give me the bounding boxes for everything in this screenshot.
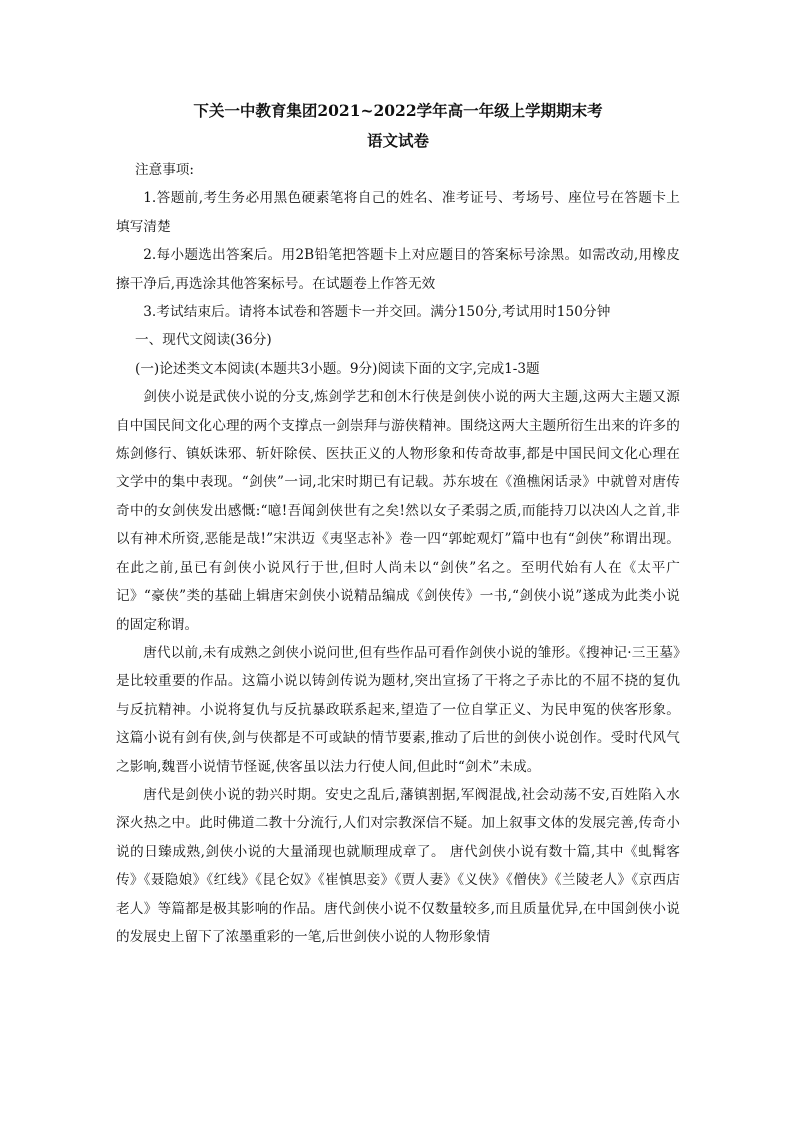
page-title: 下关一中教育集团2021~2022学年高一年级上学期期末考 xyxy=(193,101,603,120)
notice-item-2: 2.每小题选出答案后。用2B铅笔把答题卡上对应题目的答案标号涂黑。如需改动,用橡皮擦干净后,再选涂其他答案标号。在试题卷上作答无效 xyxy=(116,247,680,292)
section-subheading: (一)论述类文本阅读(本题共3小题。9分)阅读下面的文字,完成1-3题 xyxy=(135,360,540,377)
notice-item-1: 1.答题前,考生务必用黑色硬素笔将自己的姓名、准考证号、考场号、座位号在答题卡上填写清楚 xyxy=(116,190,680,235)
paragraph-3: 唐代是剑侠小说的勃兴时期。安史之乱后,藩镇割据,军阀混战,社会动荡不安,百姓陷入水深火热之中。此时佛道二教十分流行,人们对宗教深信不疑。加上叙事文体的发展完善,传奇小说的日臻成熟,剑侠小说的大量涌现也就顺理成章了。 唐代剑侠小说有数十篇,其中《虬髯客传》《聂隐娘》《红线》《昆仑奴》《崔慎思妾》《贾人妻》《义侠》《僧侠》《兰陵老人》《京西店老人》等篇都是极其影响的作品。唐代剑侠小说不仅数量较多,而且质量优异,在中国剑侠小说的发展史上留下了浓墨重彩的一笔,后世剑侠小说的人物形象情 xyxy=(116,786,680,945)
notice-heading: 注意事项: xyxy=(135,162,194,178)
paragraph-2: 唐代以前,未有成熟之剑侠小说问世,但有些作品可看作剑侠小说的雏形。《搜神记·三王墓》是比较重要的作品。这篇小说以铸剑传说为题材,突出宣扬了干将之子赤比的不屈不挠的复仇与反抗精神。小说将复仇与反抗暴政联系起来,望造了一位自掌正义、为民申冤的侠客形象。这篇小说有剑有侠,剑与侠都是不可或缺的情节要素,推动了后世的剑侠小说创作。受时代风气之影响,魏晋小说情节怪诞,侠客虽以法力行使人间,但此时“剑术”未成。 xyxy=(116,644,680,775)
notice-item-3: 3.考试结束后。请将本试卷和答题卡一并交回。满分150分,考试用时150分钟 xyxy=(143,304,611,321)
paragraph-1: 剑侠小说是武侠小说的分支,炼剑学艺和创木行侠是剑侠小说的两大主题,这两大主题又源自中国民间文化心理的两个支撑点一剑崇拜与游侠精神。围绕这两大主题所衍生出来的许多的炼剑修行、镇妖诛邪、斩奸除侯、医扶正义的人物形象和传奇故事,都是中国民间文化心理在文学中的集中表现。“剑侠”一词,北宋时期已有记载。苏东坡在《渔樵闲话录》中就曾对唐传奇中的女剑侠发出感慨:“噫!吾闻剑侠世有之矣!然以女子柔弱之质,而能持刀以决凶人之首,非以有神术所资,恶能是哉!”宋洪迈《夷坚志补》卷一四“郭蛇观灯”篇中也有“剑侠”称谓出现。在此之前,虽已有剑侠小说风行于世,但时人尚未以“剑侠”名之。至明代始有人在《太平广记》“豪侠”类的基础上辑唐宋剑侠小说精品编成《剑侠传》一书,“剑侠小说”遂成为此类小说的固定称谓。 xyxy=(116,389,680,633)
exam-page xyxy=(116,100,680,951)
page-subtitle: 语文试卷 xyxy=(366,131,429,150)
section-heading: 一、现代文阅读(36分) xyxy=(135,332,272,349)
